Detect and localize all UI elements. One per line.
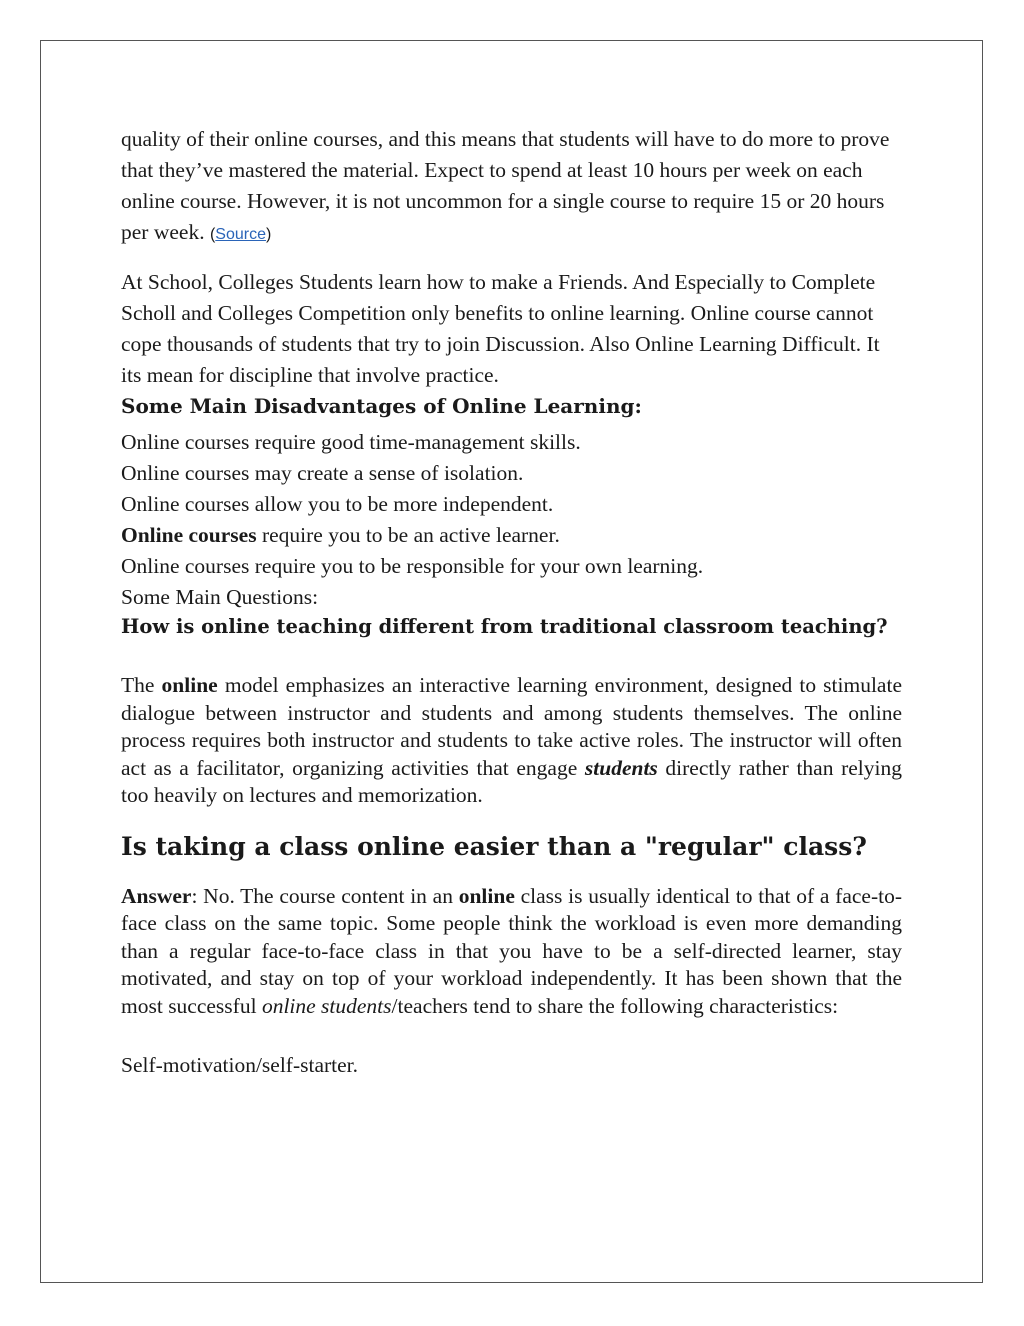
disadvantage-item-4 bbox=[121, 520, 902, 551]
question-1-heading: How is online teaching different from traditional classroom teaching? bbox=[121, 615, 888, 638]
disadvantage-item-4-rest: require you to be an active learner. bbox=[256, 523, 560, 547]
online-bold: online bbox=[161, 673, 218, 697]
question-1-paragraph: The online model emphasizes an interactive learning environment, designed to stimulate dialogue between instructor and students and among students themselves. The online process requires both instructor and students to take active roles. The instructor will often act as a facilitator, organizing activities that engage students directly rather than relying too heavily on lectures and memorization. bbox=[121, 673, 902, 807]
disadvantage-item-3: Online courses allow you to be more independent. bbox=[121, 492, 554, 516]
source-citation: (Source) bbox=[209, 226, 272, 243]
online-students-italic: online students bbox=[261, 993, 392, 1018]
students-bold-italic: students bbox=[584, 755, 658, 780]
document-body bbox=[121, 124, 902, 1081]
disadvantage-item-1: Online courses require good time-management skills. bbox=[121, 430, 581, 454]
answer-label: Answer bbox=[121, 883, 192, 908]
disadvantage-item-2: Online courses may create a sense of isolation. bbox=[121, 461, 524, 485]
intro-paragraph bbox=[121, 124, 902, 250]
intro-text: quality of their online courses, and this means that students will have to do more to prove that they’ve mastered the material. Expect to spend at least 10 hours per week on each online course. However, it is not uncommon for a single course to require 15 or 20 hours per week. bbox=[121, 127, 890, 244]
questions-label: Some Main Questions: bbox=[121, 585, 319, 609]
characteristic-self-motivation: Self-motivation/self-starter. bbox=[121, 1053, 359, 1077]
disadvantages-heading: Some Main Disadvantages of Online Learning: bbox=[121, 394, 642, 418]
answer-paragraph: Answer: No. The course content in an online class is usually identical to that of a face-to-face class on the same topic. Some people think the workload is even more demanding than a regular face-to-face class in that you have to be a self-directed learner, stay motivated, and stay on top of your workload independently. It has been shown that the most successful online students/teachers tend to share the following characteristics: bbox=[121, 883, 902, 1018]
answer-online-bold: online bbox=[458, 883, 515, 908]
question-2-heading: Is taking a class online easier than a "regular" class? bbox=[121, 831, 867, 861]
source-link[interactable]: Source bbox=[215, 226, 266, 243]
disadvantage-item-4-bold: Online courses bbox=[121, 523, 257, 547]
disadvantage-item-5: Online courses require you to be responsible for your own learning. bbox=[121, 554, 704, 578]
school-paragraph: At School, Colleges Students learn how to make a Friends. And Especially to Complete Scholl and Colleges Competition only benefits to online learning. Online course cannot cope thousands of students that try to join Discussion. Also Online Learning Difficult. It its mean for discipline that involve practice. bbox=[121, 270, 880, 387]
